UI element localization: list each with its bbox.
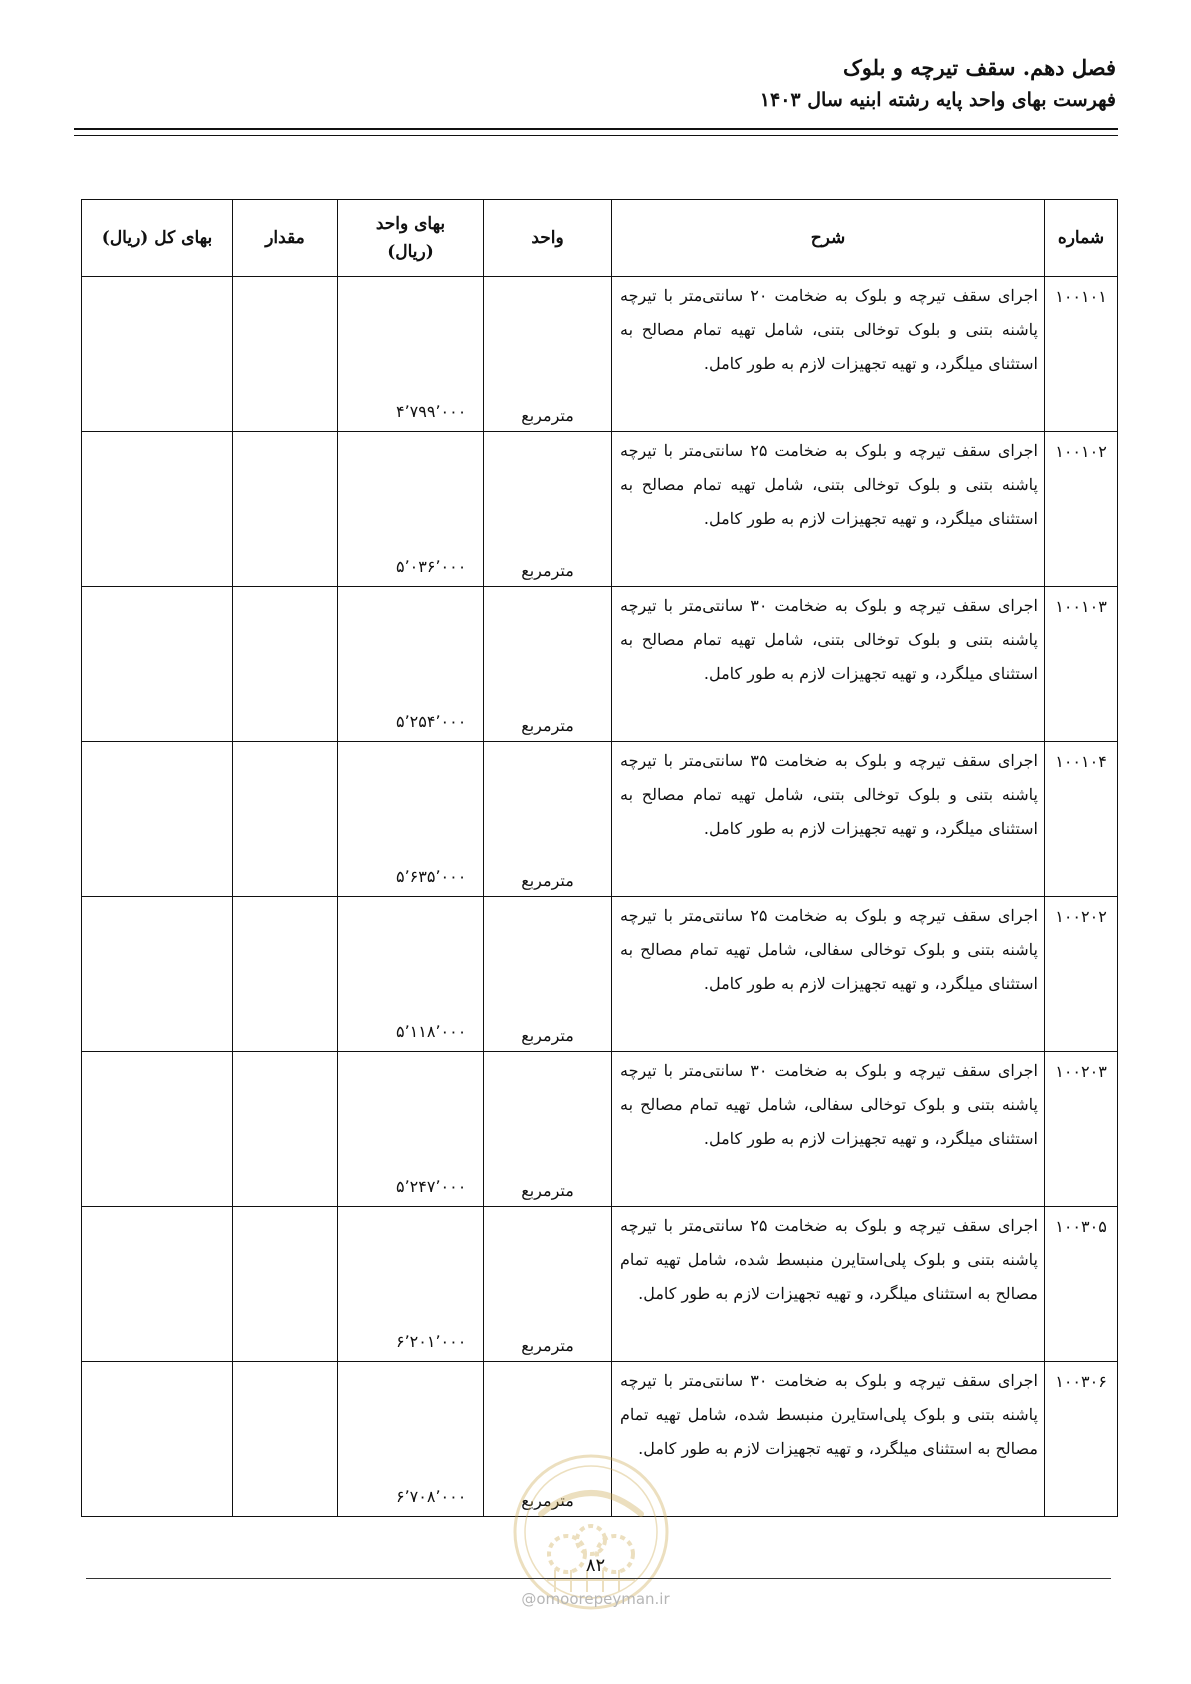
row-description: اجرای سقف تیرچه و بلوک به ضخامت ۳۰ سانتی‌متر با تیرچه پاشنه بتنی و بلوک توخالی بتنی، شامل تهیه تمام مصالح به استثنای میلگرد، و تهیه تجهیزات لازم به طور کامل. xyxy=(612,587,1045,742)
row-total xyxy=(82,1207,233,1362)
row-unit: مترمربع xyxy=(484,277,612,432)
row-quantity xyxy=(233,1207,338,1362)
header-unit: واحد xyxy=(484,200,612,277)
price-table xyxy=(81,199,1118,1517)
row-unit: مترمربع xyxy=(484,432,612,587)
row-number: ۱۰۰۳۰۵ xyxy=(1045,1207,1118,1362)
row-unit-price: ۵٬۲۴۷٬۰۰۰ xyxy=(338,1052,484,1207)
row-description: اجرای سقف تیرچه و بلوک به ضخامت ۲۵ سانتی‌متر با تیرچه پاشنه بتنی و بلوک توخالی سفالی، شامل تهیه تمام مصالح به استثنای میلگرد، و تهیه تجهیزات لازم به طور کامل. xyxy=(612,897,1045,1052)
row-unit-price: ۶٬۲۰۱٬۰۰۰ xyxy=(338,1207,484,1362)
price-list-subtitle: فهرست بهای واحد پایه رشته ابنیه سال ۱۴۰۳ xyxy=(759,89,1116,111)
row-number: ۱۰۰۱۰۱ xyxy=(1045,277,1118,432)
table-row xyxy=(82,277,1118,432)
footer-rule xyxy=(86,1578,1111,1579)
row-description: اجرای سقف تیرچه و بلوک به ضخامت ۲۰ سانتی‌متر با تیرچه پاشنه بتنی و بلوک توخالی بتنی، شامل تهیه تمام مصالح به استثنای میلگرد، و تهیه تجهیزات لازم به طور کامل. xyxy=(612,277,1045,432)
header-rule-thick xyxy=(74,128,1118,130)
table-header-row xyxy=(82,200,1118,277)
header-rule-thin xyxy=(74,135,1118,136)
row-description: اجرای سقف تیرچه و بلوک به ضخامت ۲۵ سانتی‌متر با تیرچه پاشنه بتنی و بلوک پلی‌استایرن منبسط شده، شامل تهیه تمام مصالح به استثنای میلگرد، و تهیه تجهیزات لازم به طور کامل. xyxy=(612,1207,1045,1362)
table-row xyxy=(82,897,1118,1052)
row-total xyxy=(82,897,233,1052)
row-quantity xyxy=(233,432,338,587)
row-unit: مترمربع xyxy=(484,742,612,897)
header-unit-price-line2: (ریال) xyxy=(387,242,434,262)
row-unit-price: ۶٬۷۰۸٬۰۰۰ xyxy=(338,1362,484,1517)
row-total xyxy=(82,1362,233,1517)
row-description: اجرای سقف تیرچه و بلوک به ضخامت ۳۰ سانتی‌متر با تیرچه پاشنه بتنی و بلوک پلی‌استایرن منبسط شده، شامل تهیه تمام مصالح به استثنای میلگرد، و تهیه تجهیزات لازم به طور کامل. xyxy=(612,1362,1045,1517)
header-unit-price xyxy=(338,200,484,277)
row-description: اجرای سقف تیرچه و بلوک به ضخامت ۳۵ سانتی‌متر با تیرچه پاشنه بتنی و بلوک توخالی بتنی، شامل تهیه تمام مصالح به استثنای میلگرد، و تهیه تجهیزات لازم به طور کامل. xyxy=(612,742,1045,897)
table-row xyxy=(82,742,1118,897)
row-unit: مترمربع xyxy=(484,1362,612,1517)
header-description: شرح xyxy=(612,200,1045,277)
row-number: ۱۰۰۱۰۳ xyxy=(1045,587,1118,742)
row-number: ۱۰۰۱۰۴ xyxy=(1045,742,1118,897)
row-number: ۱۰۰۱۰۲ xyxy=(1045,432,1118,587)
row-total xyxy=(82,587,233,742)
row-description: اجرای سقف تیرچه و بلوک به ضخامت ۳۰ سانتی‌متر با تیرچه پاشنه بتنی و بلوک توخالی سفالی، شامل تهیه تمام مصالح به استثنای میلگرد، و تهیه تجهیزات لازم به طور کامل. xyxy=(612,1052,1045,1207)
row-description: اجرای سقف تیرچه و بلوک به ضخامت ۲۵ سانتی‌متر با تیرچه پاشنه بتنی و بلوک توخالی بتنی، شامل تهیه تمام مصالح به استثنای میلگرد، و تهیه تجهیزات لازم به طور کامل. xyxy=(612,432,1045,587)
row-unit: مترمربع xyxy=(484,897,612,1052)
table-row xyxy=(82,432,1118,587)
row-unit: مترمربع xyxy=(484,1052,612,1207)
row-unit-price: ۵٬۰۳۶٬۰۰۰ xyxy=(338,432,484,587)
row-unit-price: ۴٬۷۹۹٬۰۰۰ xyxy=(338,277,484,432)
row-quantity xyxy=(233,897,338,1052)
website-watermark: @omoorepeyman.ir xyxy=(521,1590,670,1608)
row-quantity xyxy=(233,277,338,432)
page-number: ۸۲ xyxy=(585,1555,606,1576)
row-quantity xyxy=(233,742,338,897)
row-total xyxy=(82,277,233,432)
row-quantity xyxy=(233,1362,338,1517)
header-unit-price-line1: بهای واحد xyxy=(375,214,446,234)
seal-logo-icon xyxy=(511,1452,671,1612)
header-total-price: بهای کل (ریال) xyxy=(82,200,233,277)
table-row xyxy=(82,1207,1118,1362)
page-header xyxy=(760,52,1116,116)
row-number: ۱۰۰۳۰۶ xyxy=(1045,1362,1118,1517)
row-quantity xyxy=(233,587,338,742)
row-quantity xyxy=(233,1052,338,1207)
row-total xyxy=(82,1052,233,1207)
header-number: شماره xyxy=(1045,200,1118,277)
row-unit: مترمربع xyxy=(484,1207,612,1362)
table-row xyxy=(82,587,1118,742)
header-quantity: مقدار xyxy=(233,200,338,277)
row-number: ۱۰۰۲۰۳ xyxy=(1045,1052,1118,1207)
row-total xyxy=(82,432,233,587)
chapter-title: فصل دهم. سقف تیرچه و بلوک xyxy=(843,55,1116,80)
row-number: ۱۰۰۲۰۲ xyxy=(1045,897,1118,1052)
row-unit-price: ۵٬۱۱۸٬۰۰۰ xyxy=(338,897,484,1052)
row-unit: مترمربع xyxy=(484,587,612,742)
row-unit-price: ۵٬۶۳۵٬۰۰۰ xyxy=(338,742,484,897)
table-row xyxy=(82,1052,1118,1207)
row-unit-price: ۵٬۲۵۴٬۰۰۰ xyxy=(338,587,484,742)
row-total xyxy=(82,742,233,897)
